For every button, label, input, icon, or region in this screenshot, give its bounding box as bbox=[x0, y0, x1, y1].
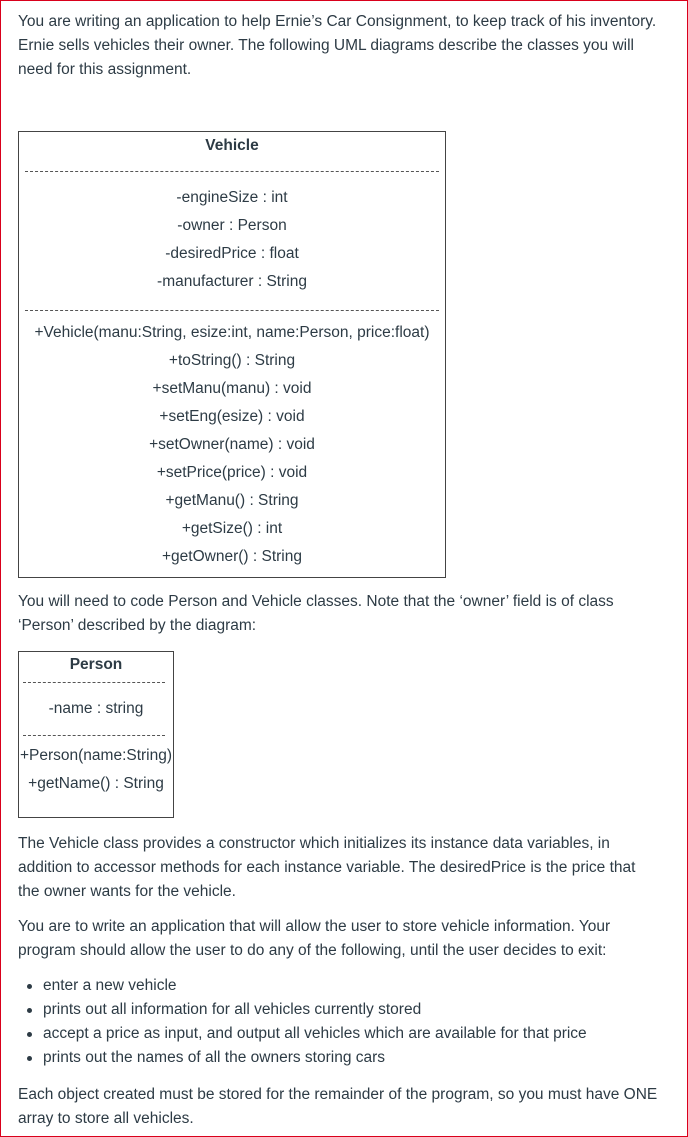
vehicle-description-paragraph: The Vehicle class provides a constructor which initializes its instance data variables, in addition to accessor methods for each instance variable. The desiredPrice is the price that the owner wants for the vehicle. bbox=[18, 835, 636, 900]
storage-paragraph: Each object created must be stored for the remainder of the program, so you must have ONE array to store all vehicles. bbox=[18, 1086, 658, 1127]
vehicle-method: +setManu(manu) : void bbox=[152, 380, 312, 397]
vehicle-method: +setEng(esize) : void bbox=[159, 408, 305, 425]
person-attributes bbox=[19, 683, 173, 735]
vehicle-method: +toString() : String bbox=[168, 352, 296, 369]
list-item: accept a price as input, and output all vehicles which are available for that price bbox=[18, 1022, 587, 1046]
vehicle-attribute: -desiredPrice : float bbox=[165, 245, 299, 262]
requirements-paragraph: You are to write an application that will allow the user to store vehicle information. Your program should allow the user to do any of the following, until the user decides to exit: bbox=[18, 918, 611, 959]
person-attribute: -name : string bbox=[48, 700, 144, 717]
list-item: enter a new vehicle bbox=[18, 974, 587, 998]
vehicle-attribute: -manufacturer : String bbox=[157, 273, 307, 290]
vehicle-methods bbox=[19, 311, 445, 571]
vehicle-attribute: -engineSize : int bbox=[176, 189, 288, 206]
list-item: prints out the names of all the owners storing cars bbox=[18, 1046, 587, 1070]
vehicle-method: +setPrice(price) : void bbox=[156, 464, 308, 481]
person-method: +Person(name:String) bbox=[19, 747, 173, 764]
vehicle-method: +Vehicle(manu:String, esize:int, name:Person, price:float) bbox=[34, 324, 430, 341]
intro-paragraph: You are writing an application to help Ernie’s Car Consignment, to keep track of his inventory. Ernie sells vehicles their owner. The following UML diagrams describe the classes you will need for this assignment. bbox=[18, 13, 657, 78]
vehicle-uml-diagram bbox=[18, 131, 446, 578]
vehicle-attributes bbox=[19, 172, 445, 310]
vehicle-method: +getManu() : String bbox=[165, 492, 299, 509]
vehicle-class-title: Vehicle bbox=[205, 137, 259, 154]
person-methods bbox=[19, 736, 173, 798]
vehicle-method: +setOwner(name) : void bbox=[149, 436, 315, 453]
vehicle-attribute: -owner : Person bbox=[177, 217, 287, 234]
list-item: prints out all information for all vehicles currently stored bbox=[18, 998, 587, 1022]
person-method: +getName() : String bbox=[28, 775, 164, 792]
person-class-title: Person bbox=[69, 656, 123, 673]
person-intro-paragraph: You will need to code Person and Vehicle classes. Note that the ‘owner’ field is of class ‘Person’ described by the diagram: bbox=[18, 593, 614, 634]
vehicle-method: +getSize() : int bbox=[181, 520, 283, 537]
person-uml-diagram bbox=[18, 651, 174, 818]
task-list bbox=[18, 974, 587, 1070]
vehicle-method: +getOwner() : String bbox=[162, 548, 302, 565]
